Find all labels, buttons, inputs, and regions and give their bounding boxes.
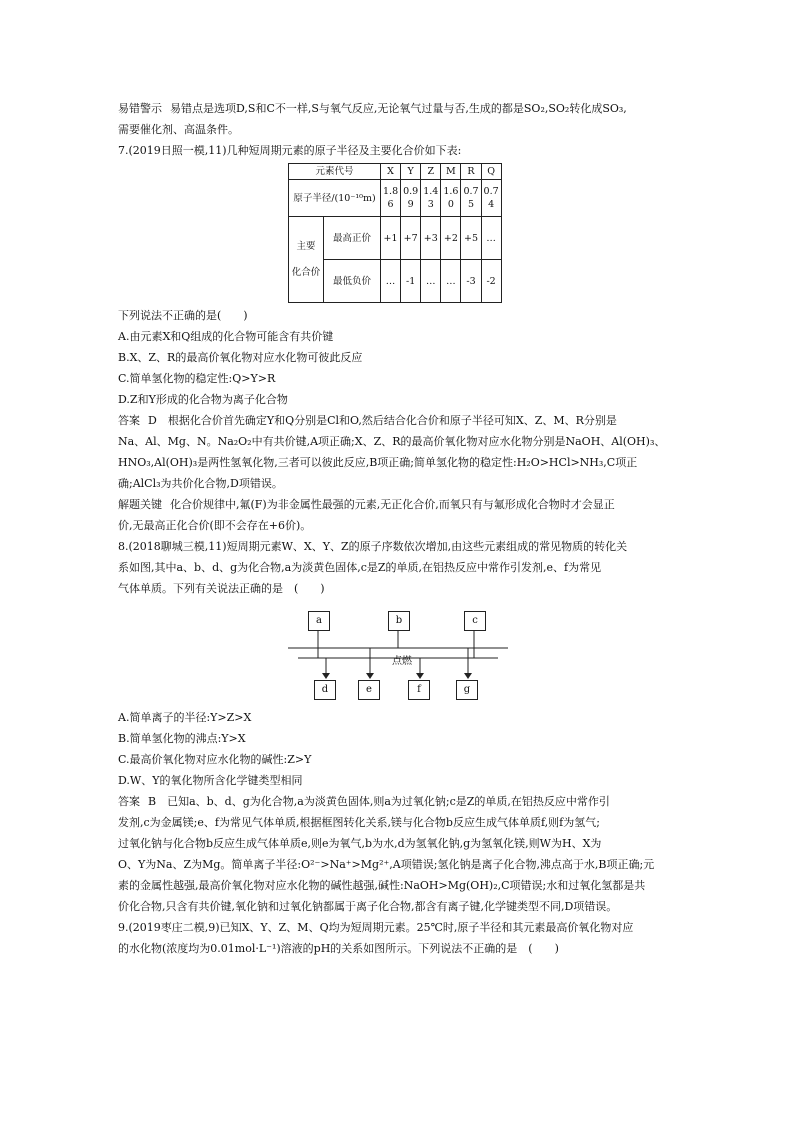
diagram-box-c: c <box>464 611 486 631</box>
table-header-row <box>289 164 502 180</box>
table-cell: 1.6 0 <box>441 180 461 217</box>
answer-label: 答案 <box>118 795 140 808</box>
table-cell: … <box>381 260 401 303</box>
table-cell: +7 <box>401 217 421 260</box>
answer-label: 答案 <box>118 414 140 427</box>
q7-option-b: B.X、Z、R的最高价氧化物对应水化物可彼此反应 <box>118 351 363 364</box>
warning-line-1: 易错警示 易错点是选项D,S和C不一样,S与氧气反应,无论氧气过量与否,生成的都是SO₂,SO₂转化成SO₃, <box>118 102 627 115</box>
table-cell: +1 <box>381 217 401 260</box>
table-cell: R <box>461 164 481 180</box>
q7-option-a: A.由元素X和Q组成的化合物可能含有共价键 <box>118 330 334 343</box>
q8-answer-line-2: 发剂,c为金属镁;e、f为常见气体单质,根据框图转化关系,镁与化合物b反应生成气体单质f,则f为氢气; <box>118 816 600 829</box>
q9-stem-line-1: 9.(2019枣庄二模,9)已知X、Y、Z、M、Q均为短周期元素。25℃时,原子半径和其元素最高价氧化物对应 <box>118 921 634 934</box>
table-cell: -2 <box>481 260 501 303</box>
q8-answer-line-5: 素的金属性越强,最高价氧化物对应水化物的碱性越强,碱性:NaOH>Mg(OH)₂,C项错误;水和过氧化氢都是共 <box>118 879 646 892</box>
q8-answer-line-6: 价化合物,只含有共价键,氧化钠和过氧化钠都属于离子化合物,都含有离子键,化学键类型不同,D项错误。 <box>118 900 618 913</box>
key-label: 解题关键 <box>118 498 162 511</box>
q7-ask: 下列说法不正确的是( ) <box>118 309 248 322</box>
table-cell: Y <box>401 164 421 180</box>
table-cell: 1.8 6 <box>381 180 401 217</box>
q7-answer-line-4: 确;AlCl₃为共价化合物,D项错误。 <box>118 477 283 490</box>
table-cell: 1.4 3 <box>421 180 441 217</box>
table-cell: … <box>481 217 501 260</box>
table-cell: +2 <box>441 217 461 260</box>
q7-option-c: C.简单氢化物的稳定性:Q>Y>R <box>118 372 276 385</box>
diagram-condition: 点燃 <box>392 656 412 667</box>
q8-answer-line-1: 答案 B 已知a、b、d、g为化合物,a为淡黄色固体,则a为过氧化钠;c是Z的单质,在铝热反应中常作引 <box>118 795 610 808</box>
diagram-box-b: b <box>388 611 410 631</box>
table-cell: 最高正价 <box>324 217 381 260</box>
q8-option-b: B.简单氢化物的沸点:Y>X <box>118 732 246 745</box>
q8-option-a: A.简单离子的半径:Y>Z>X <box>118 711 252 724</box>
q7-key-line-1: 解题关键 化合价规律中,氟(F)为非金属性最强的元素,无正化合价,而氧只有与氟形成化合物时才会显正 <box>118 498 615 511</box>
table-cell: … <box>441 260 461 303</box>
q8-stem-line-1: 8.(2018聊城三模,11)短周期元素W、X、Y、Z的原子序数依次增加,由这些元素组成的常见物质的转化关 <box>118 540 628 553</box>
diagram-box-a: a <box>308 611 330 631</box>
table-cell: 0.9 9 <box>401 180 421 217</box>
table-cell: +3 <box>421 217 441 260</box>
table-cell: -3 <box>461 260 481 303</box>
table-cell: 主要 化合价 <box>289 217 324 303</box>
table-cell: +5 <box>461 217 481 260</box>
table-cell: 元素代号 <box>289 164 381 180</box>
q8-answer-line-3: 过氧化钠与化合物b反应生成气体单质e,则e为氧气,b为水,d为氢氧化钠,g为氢氧化镁,则W为H、X为 <box>118 837 602 850</box>
q8-stem-line-2: 系如图,其中a、b、d、g为化合物,a为淡黄色固体,c是Z的单质,在铝热反应中常作引发剂,e、f为常见 <box>118 561 602 574</box>
q8-option-d: D.W、Y的氧化物所含化学键类型相同 <box>118 774 303 787</box>
diagram-box-f: f <box>408 680 430 700</box>
table-radius-row <box>289 180 502 217</box>
q9-stem-line-2: 的水化物(浓度均为0.01mol·L⁻¹)溶液的pH的关系如图所示。下列说法不正确的是 ( ) <box>118 942 559 955</box>
q8-stem-line-3: 气体单质。下列有关说法正确的是 ( ) <box>118 582 325 595</box>
q7-answer-line-2: Na、Al、Mg、N。Na₂O₂中有共价键,A项正确;X、Z、R的最高价氧化物对应水化物分别是NaOH、Al(OH)₃、 <box>118 435 666 448</box>
diagram-box-g: g <box>456 680 478 700</box>
conversion-diagram <box>118 603 684 703</box>
table-cell: Z <box>421 164 441 180</box>
table-cell: 原子半径/(10⁻¹⁰m) <box>289 180 381 217</box>
table-cell: 最低负价 <box>324 260 381 303</box>
table-cell: … <box>421 260 441 303</box>
document-page <box>118 98 684 959</box>
q7-option-d: D.Z和Y形成的化合物为离子化合物 <box>118 393 288 406</box>
warning-line-2: 需要催化剂、高温条件。 <box>118 123 239 136</box>
warning-label: 易错警示 <box>118 102 162 115</box>
q8-option-c: C.最高价氧化物对应水化物的碱性:Z>Y <box>118 753 312 766</box>
table-cell: M <box>441 164 461 180</box>
table-cell: 0.7 4 <box>481 180 501 217</box>
diagram-box-d: d <box>314 680 336 700</box>
element-table <box>288 163 502 303</box>
table-max-row <box>289 217 502 260</box>
table-cell: Q <box>481 164 501 180</box>
table-cell: X <box>381 164 401 180</box>
q7-answer-line-3: HNO₃,Al(OH)₃是两性氢氧化物,三者可以彼此反应,B项正确;简单氢化物的稳定性:H₂O>HCl>NH₃,C项正 <box>118 456 638 469</box>
q7-answer-line-1: 答案 D 根据化合价首先确定Y和Q分别是Cl和O,然后结合化合价和原子半径可知X、Z、M、R分别是 <box>118 414 617 427</box>
table-cell: 0.7 5 <box>461 180 481 217</box>
q8-answer-line-4: O、Y为Na、Z为Mg。简单离子半径:O²⁻>Na⁺>Mg²⁺,A项错误;氢化钠是离子化合物,沸点高于水,B项正确;元 <box>118 858 655 871</box>
diagram-box-e: e <box>358 680 380 700</box>
q7-stem: 7.(2019日照一模,11)几种短周期元素的原子半径及主要化合价如下表: <box>118 144 462 157</box>
q7-key-line-2: 价,无最高正化合价(即不会存在+6价)。 <box>118 519 312 532</box>
table-cell: -1 <box>401 260 421 303</box>
